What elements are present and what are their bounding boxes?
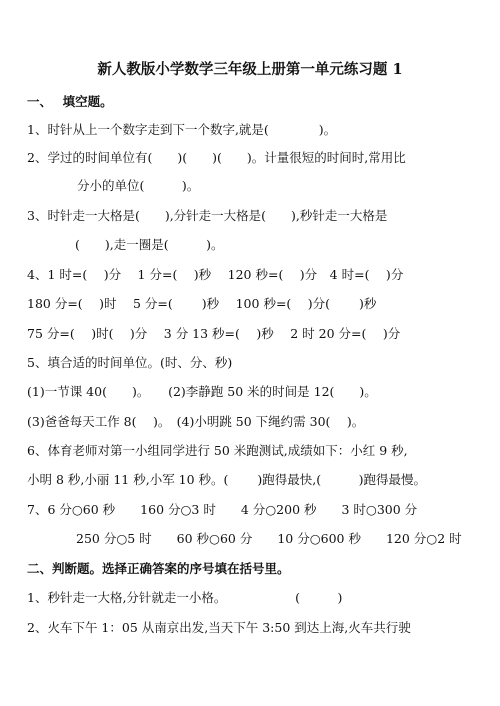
question-7-line-1: 7、6 分○60 秒 160 分○3 时 4 分○200 秒 3 时○300 分 bbox=[27, 502, 418, 517]
section-2-heading: 二、判断题。选择正确答案的序号填在括号里。 bbox=[27, 561, 290, 576]
judgement-2: 2、火车下午 1：05 从南京出发,当天下午 3:50 到达上海,火车共行驶 bbox=[27, 620, 411, 635]
question-6-line-1: 6、体育老师对第一小组同学进行 50 米跑测试,成绩如下：小红 9 秒, bbox=[27, 443, 408, 458]
question-4-line-3: 75 分=( )时( )分 3 分 13 秒=( )秒 2 时 20 分=( )分 bbox=[27, 326, 401, 341]
worksheet-title: 新人教版小学数学三年级上册第一单元练习题 1 bbox=[97, 61, 403, 78]
question-4-line-2: 180 分=( )时 5 分=( )秒 100 秒=( )分( )秒 bbox=[27, 296, 377, 311]
question-4-line-1: 4、1 时=( )分 1 分=( )秒 120 秒=( )分 4 时=( )分 bbox=[27, 267, 404, 282]
question-7-line-2: 250 分○5 时 60 秒○60 分 10 分○600 秒 120 分○2 时 bbox=[76, 531, 462, 546]
question-2-line-2: 分小的单位( )。 bbox=[77, 178, 200, 193]
question-2-line-1: 2、学过的时间单位有( )( )( )。计量很短的时间时,常用比 bbox=[27, 150, 406, 165]
question-5-line-2: (3)爸爸每天工作 8( )。 (4)小明跳 50 下绳约需 30( )。 bbox=[27, 414, 365, 429]
question-1: 1、时针从上一个数字走到下一个数字,就是( )。 bbox=[27, 122, 337, 137]
section-1-heading: 一、 填空题。 bbox=[27, 94, 113, 109]
question-3-line-2: ( ),走一圈是( )。 bbox=[75, 237, 224, 252]
question-5-line-1: (1)一节课 40( )。 (2)李静跑 50 米的时间是 12( )。 bbox=[27, 384, 377, 399]
judgement-1: 1、秒针走一大格,分针就走一小格。 ( ) bbox=[27, 590, 343, 605]
question-5: 5、填合适的时间单位。(时、分、秒) bbox=[27, 355, 233, 370]
question-3-line-1: 3、时针走一大格是( ),分针走一大格是( ),秒针走一大格是 bbox=[27, 208, 388, 223]
question-6-line-2: 小明 8 秒,小丽 11 秒,小军 10 秒。( )跑得最快,( )跑得最慢。 bbox=[27, 472, 427, 487]
